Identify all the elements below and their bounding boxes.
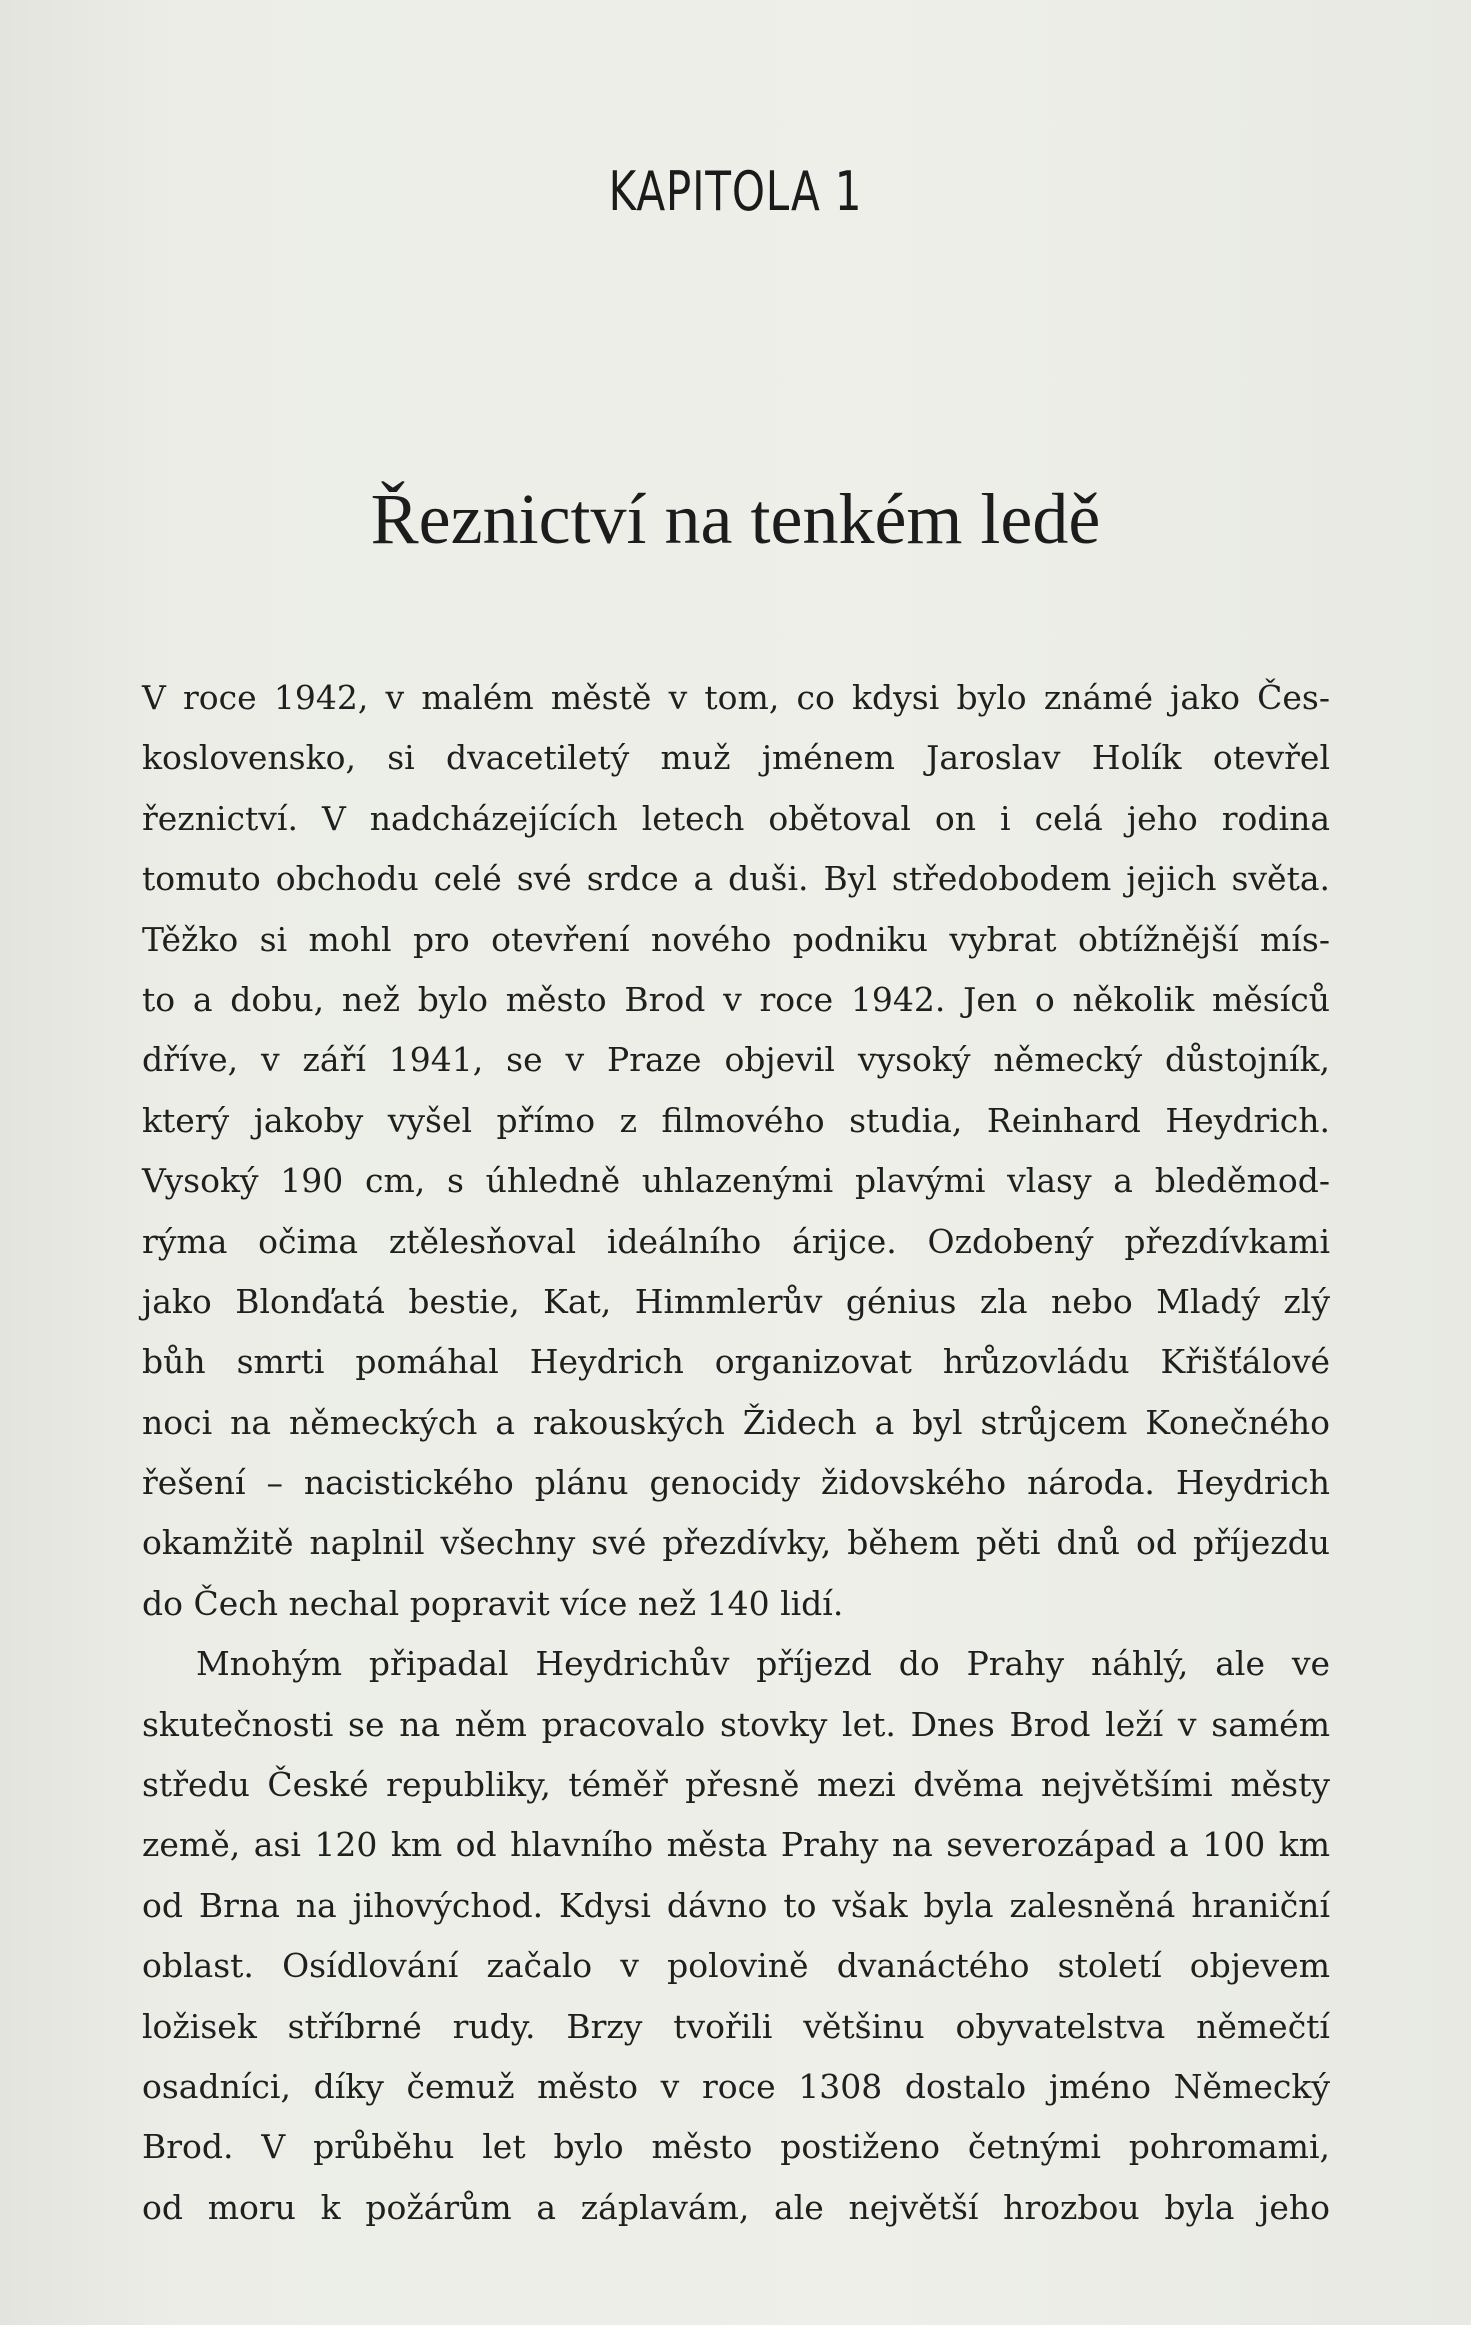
text-line: to a dobu, než bylo město Brod v roce 1942. Jen o několik měsíců	[142, 979, 1330, 1019]
text-line: okamžitě naplnil všechny své přezdívky, během pěti dnů od příjezdu	[142, 1523, 1330, 1563]
text-line: osadníci, díky čemuž město v roce 1308 dostalo jméno Německý	[142, 2066, 1330, 2106]
text-line: oblast. Osídlování začalo v polovině dvanáctého století objevem	[142, 1946, 1330, 1986]
text-line: bůh smrti pomáhal Heydrich organizovat hrůzovládu Křišťálové	[142, 1342, 1330, 1382]
text-line: V roce 1942, v malém městě v tom, co kdysi bylo známé jako Čes-	[142, 678, 1330, 717]
text-line: dříve, v září 1941, se v Praze objevil vysoký německý důstojník,	[142, 1040, 1330, 1080]
text-line: jako Blonďatá bestie, Kat, Himmlerův génius zla nebo Mladý zlý	[142, 1281, 1330, 1321]
text-line: od Brna na jihovýchod. Kdysi dávno to však byla zalesněná hraniční	[142, 1885, 1330, 1925]
paragraph-1	[142, 668, 1330, 1634]
text-line: Mnohým připadal Heydrichův příjezd do Prahy náhlý, ale ve	[196, 1644, 1330, 1684]
text-line: řeznictví. V nadcházejících letech obětoval on i celá jeho rodina	[142, 798, 1330, 838]
text-line: země, asi 120 km od hlavního města Prahy na severozápad a 100 km	[142, 1825, 1330, 1865]
text-line: řešení – nacistického plánu genocidy židovského národa. Heydrich	[142, 1463, 1330, 1503]
chapter-title: Řeznictví na tenkém ledě	[370, 479, 1101, 559]
body-text	[142, 668, 1330, 2238]
text-line: Brod. V průběhu let bylo město postiženo četnými pohromami,	[142, 2127, 1330, 2167]
text-line: rýma očima ztělesňoval ideálního árijce. Ozdobený přezdívkami	[142, 1221, 1330, 1261]
text-line: Těžko si mohl pro otevření nového podniku vybrat obtížnější mís-	[142, 919, 1330, 959]
text-line: do Čech nechal popravit více než 140 lidí.	[142, 1583, 844, 1623]
text-line: Vysoký 190 cm, s úhledně uhlazenými plavými vlasy a bleděmod-	[142, 1161, 1330, 1201]
text-line: ložisek stříbrné rudy. Brzy tvořili většinu obyvatelstva němečtí	[142, 2006, 1330, 2046]
text-line: skutečnosti se na něm pracovalo stovky let. Dnes Brod leží v samém	[142, 1704, 1330, 1744]
text-line: noci na německých a rakouských Židech a byl strůjcem Konečného	[142, 1402, 1330, 1442]
text-line: který jakoby vyšel přímo z filmového studia, Reinhard Heydrich.	[142, 1100, 1330, 1140]
text-line: koslovensko, si dvacetiletý muž jménem Jaroslav Holík otevřel	[142, 738, 1330, 778]
text-line: od moru k požárům a záplavám, ale největší hrozbou byla jeho	[142, 2187, 1330, 2227]
text-line: středu České republiky, téměř přesně mezi dvěma největšími městy	[142, 1765, 1330, 1805]
text-line: tomuto obchodu celé své srdce a duši. Byl středobodem jejich světa.	[142, 859, 1330, 899]
chapter-label: KAPITOLA 1	[608, 160, 863, 223]
paragraph-2	[142, 1634, 1330, 2238]
